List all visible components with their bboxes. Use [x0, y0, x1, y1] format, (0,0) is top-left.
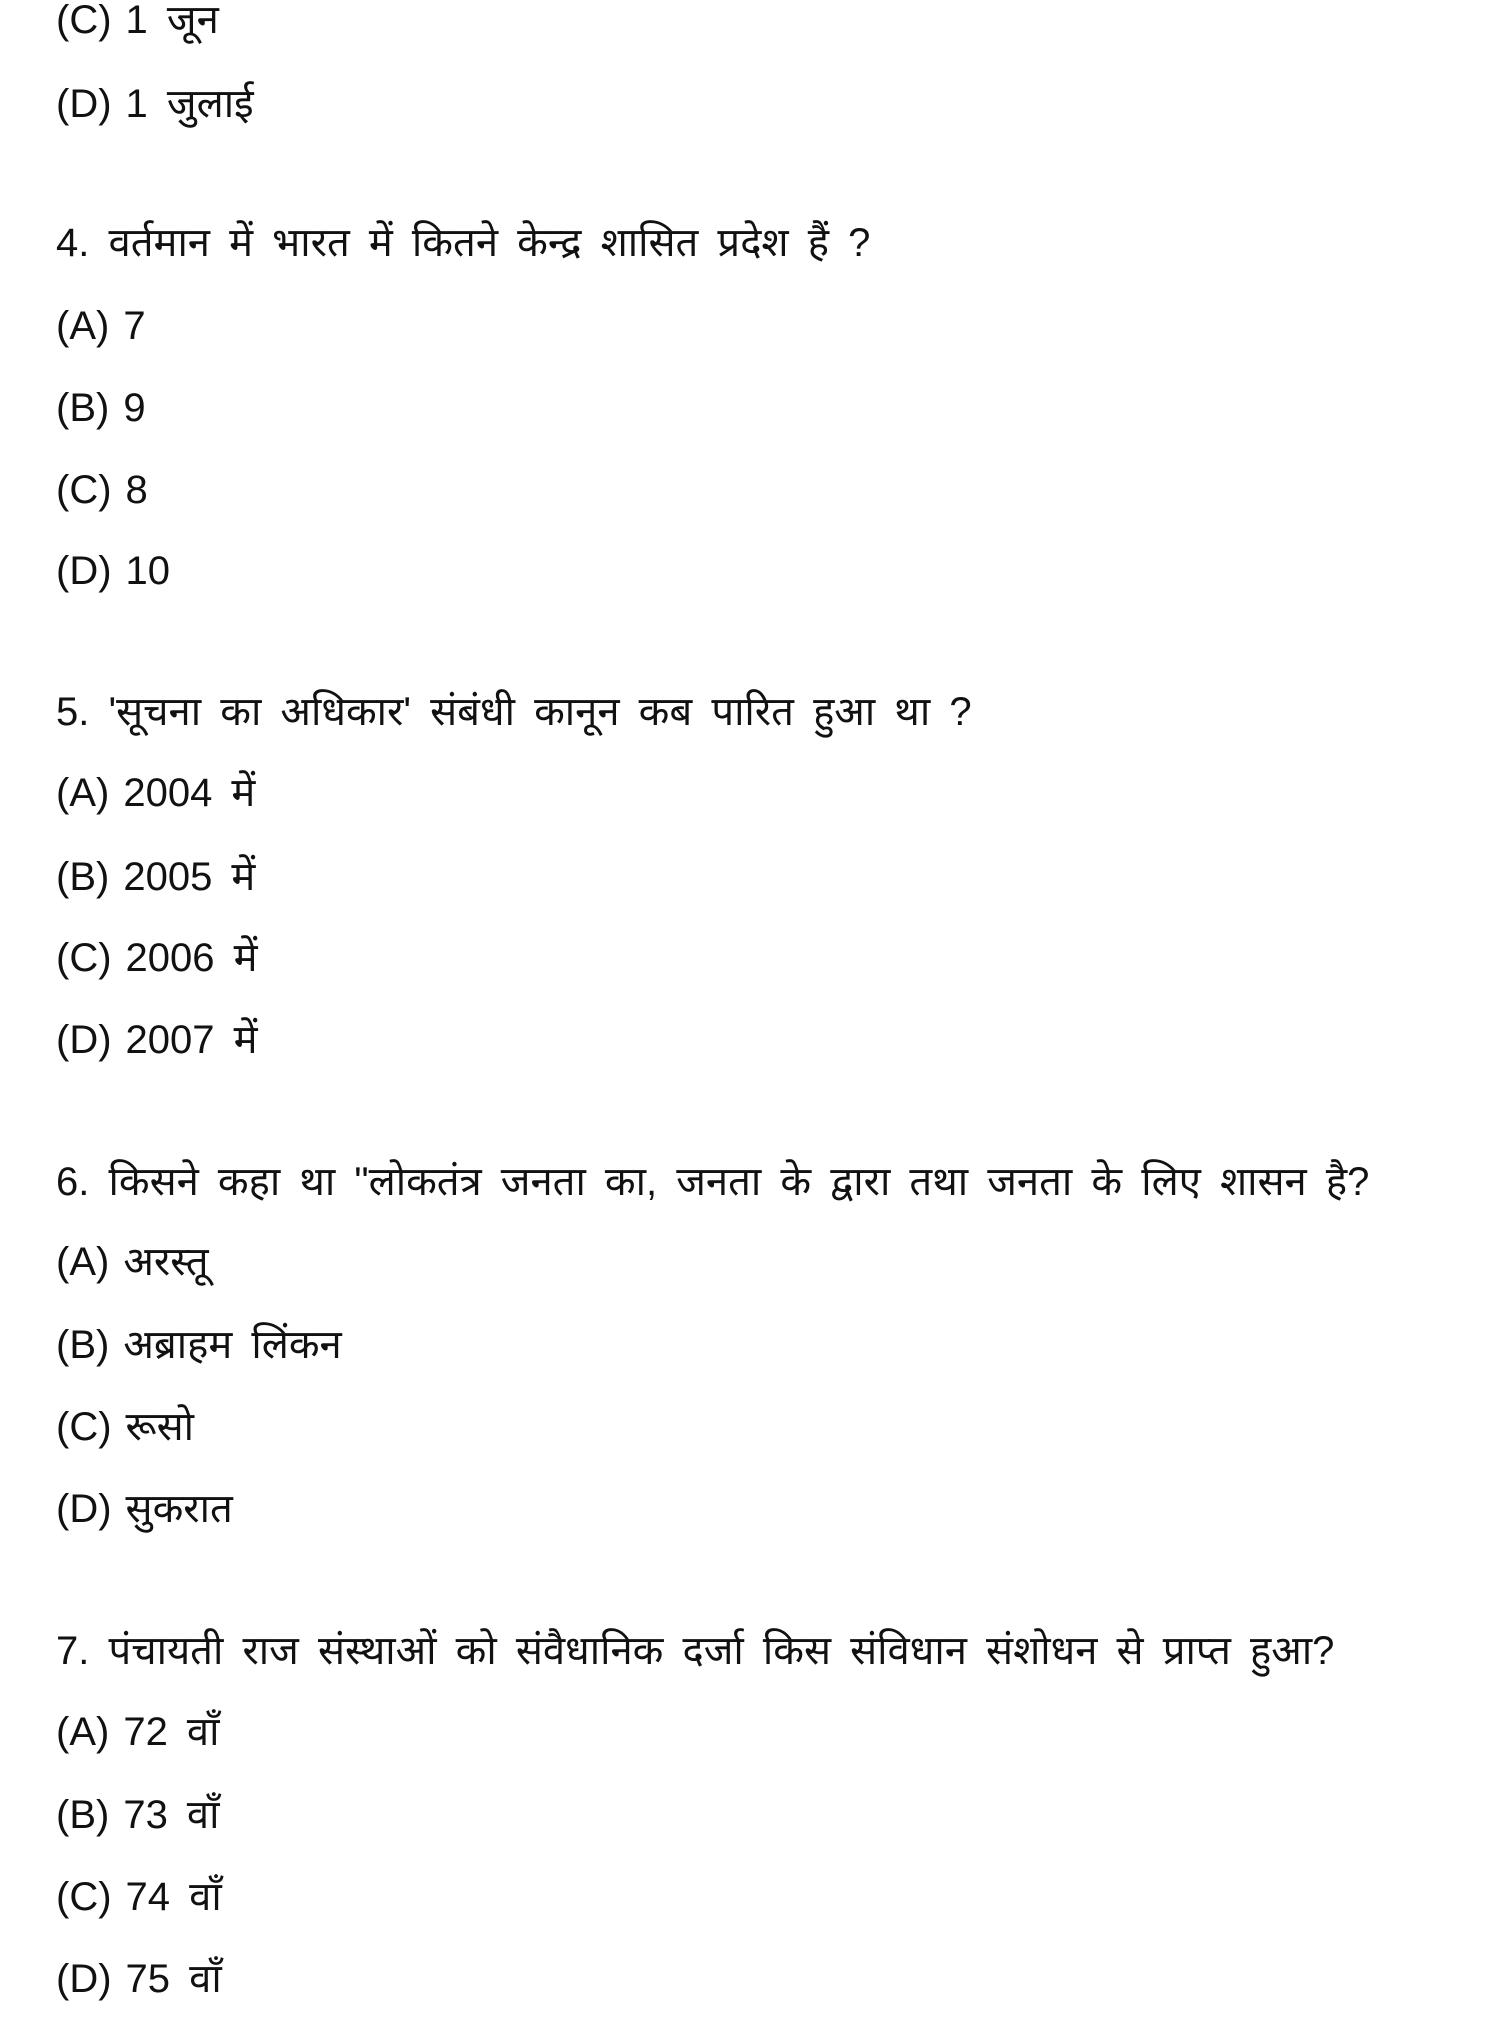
option-label: (D) — [56, 1957, 112, 2001]
option-b — [56, 1790, 220, 1840]
option-d — [56, 1484, 233, 1534]
option-d — [56, 1954, 222, 2004]
question-text-line — [56, 1157, 1369, 1207]
option-text: 8 — [125, 468, 148, 512]
option-label: (C) — [56, 1405, 112, 1449]
question-number: 5. — [56, 690, 90, 734]
option-label: (C) — [56, 468, 112, 512]
option-label: (D) — [56, 549, 112, 593]
option-c — [56, 1402, 194, 1452]
option-a — [56, 1237, 209, 1287]
option-label: (D) — [56, 82, 112, 126]
option-c — [56, 0, 219, 45]
option-text: अरस्तू — [123, 1240, 209, 1284]
option-label: (B) — [56, 1793, 110, 1837]
option-a — [56, 301, 146, 351]
question-text: किसने कहा था "लोकतंत्र जनता का, जनता के द्वारा तथा जनता के लिए शासन है? — [108, 1160, 1370, 1204]
option-label: (A) — [56, 1710, 110, 1754]
question-text: पंचायती राज संस्थाओं को संवैधानिक दर्जा किस संविधान संशोधन से प्राप्त हुआ? — [108, 1629, 1335, 1673]
option-b — [56, 383, 146, 433]
question-text: वर्तमान में भारत में कितने केन्द्र शासित प्रदेश हैं ? — [108, 221, 871, 265]
option-text: 73 वाँ — [123, 1793, 220, 1837]
option-c — [56, 465, 148, 515]
option-b — [56, 852, 255, 902]
option-a — [56, 768, 255, 818]
option-text: 75 वाँ — [125, 1957, 222, 2001]
option-c — [56, 933, 258, 983]
option-text: 2004 में — [123, 771, 256, 815]
option-label: (B) — [56, 1323, 110, 1367]
option-text: 1 जुलाई — [125, 82, 254, 126]
option-text: 74 वाँ — [125, 1875, 222, 1919]
option-text: 9 — [123, 386, 146, 430]
option-text: सुकरात — [125, 1487, 233, 1531]
question-text-line — [56, 687, 972, 737]
option-label: (B) — [56, 855, 110, 899]
option-text: अब्राहम लिंकन — [123, 1323, 342, 1367]
option-c — [56, 1872, 222, 1922]
option-text: 2007 में — [125, 1018, 258, 1062]
option-label: (A) — [56, 771, 110, 815]
option-text: 72 वाँ — [123, 1710, 220, 1754]
question-number: 4. — [56, 221, 90, 265]
question-number: 7. — [56, 1629, 90, 1673]
question-number: 6. — [56, 1160, 90, 1204]
option-label: (C) — [56, 1875, 112, 1919]
option-a — [56, 1707, 220, 1757]
option-label: (D) — [56, 1487, 112, 1531]
option-text: रूसो — [125, 1405, 195, 1449]
question-text-line — [56, 1626, 1334, 1676]
option-label: (D) — [56, 1018, 112, 1062]
option-d — [56, 546, 170, 596]
option-label: (A) — [56, 1240, 110, 1284]
option-text: 7 — [123, 304, 146, 348]
option-text: 2006 में — [125, 936, 258, 980]
option-label: (A) — [56, 304, 110, 348]
question-text-line — [56, 218, 870, 268]
option-text: 1 जून — [125, 0, 219, 42]
option-b — [56, 1320, 342, 1370]
option-label: (B) — [56, 386, 110, 430]
question-text: 'सूचना का अधिकार' संबंधी कानून कब पारित हुआ था ? — [108, 690, 972, 734]
option-label: (C) — [56, 0, 112, 42]
option-d — [56, 79, 254, 129]
option-label: (C) — [56, 936, 112, 980]
option-d — [56, 1015, 258, 1065]
option-text: 10 — [125, 549, 171, 593]
option-text: 2005 में — [123, 855, 256, 899]
